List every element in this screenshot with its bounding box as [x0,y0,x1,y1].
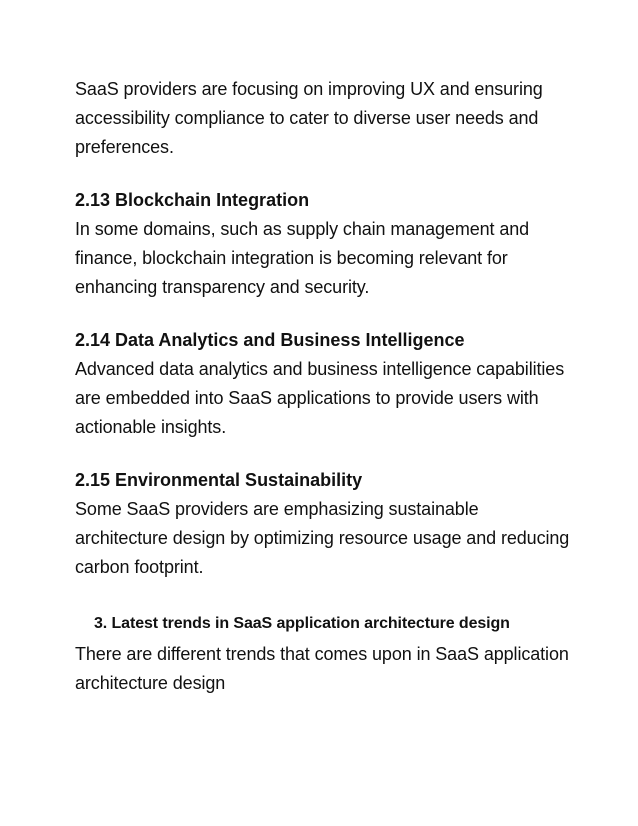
section-heading-analytics: 2.14 Data Analytics and Business Intelligence [75,330,465,350]
spacer [75,302,575,326]
section-heading-blockchain: 2.13 Blockchain Integration [75,190,310,210]
section-heading-sustainability: 2.15 Environmental Sustainability [75,470,363,490]
section-body-sustainability: Some SaaS providers are emphasizing sustainable architecture design by optimizing resource usage and reducing carbon footprint. [75,499,570,577]
spacer [75,442,575,466]
section-3-heading: 3. Latest trends in SaaS application architecture design [94,615,510,632]
section-body-blockchain: In some domains, such as supply chain management and finance, blockchain integration is becoming relevant for enhancing transparency and security. [75,219,530,297]
spacer [75,162,575,186]
intro-paragraph: SaaS providers are focusing on improving UX and ensuring accessibility compliance to cater to diverse user needs and preferences. [75,79,543,157]
section-body-analytics: Advanced data analytics and business intelligence capabilities are embedded into SaaS applications to provide users with actionable insights. [75,359,565,437]
section-3-body: There are different trends that comes upon in SaaS application architecture design [75,644,569,693]
spacer [75,582,575,612]
page-content [75,75,575,698]
